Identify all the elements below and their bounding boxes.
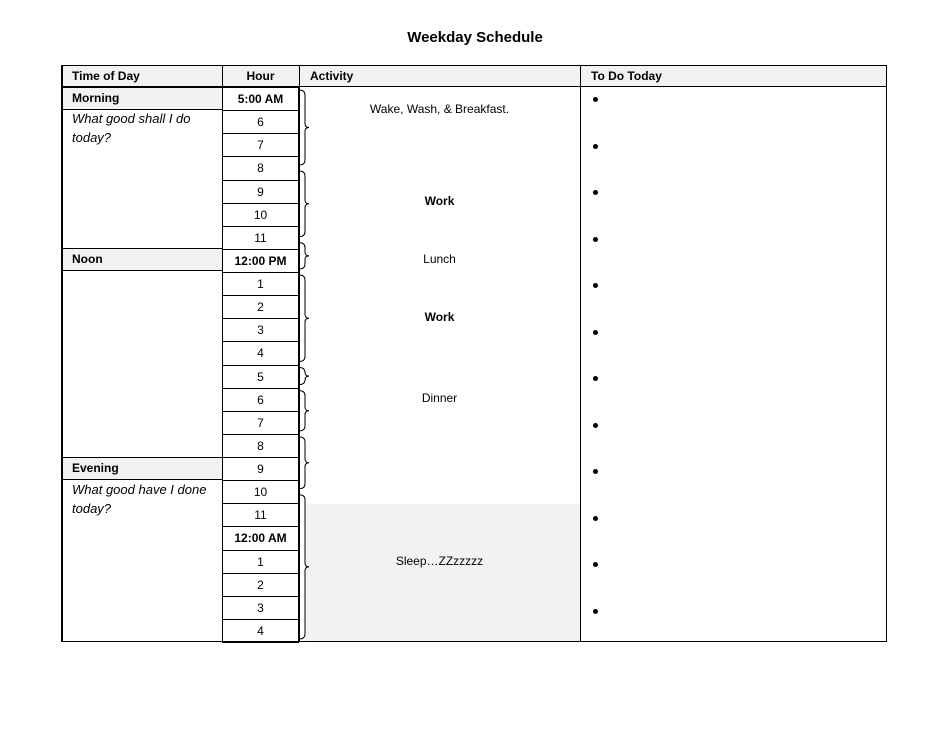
- hour-cell: 12:00 PM: [222, 249, 299, 273]
- activity-dinner: Dinner: [421, 391, 458, 405]
- activity-work-morning: Work: [424, 194, 455, 208]
- hour-cell: 5: [222, 365, 299, 389]
- morning-question: What good shall I do today?: [72, 111, 191, 145]
- hour-cell: 7: [222, 411, 299, 435]
- header-todo: To Do Today: [580, 66, 887, 86]
- hour-cell: 9: [222, 457, 299, 481]
- header-activity: Activity: [299, 66, 580, 86]
- hour-cell: 10: [222, 480, 299, 504]
- hour-cell: 9: [222, 180, 299, 204]
- header-time-of-day: Time of Day: [61, 66, 222, 86]
- table-border: [61, 65, 887, 642]
- hour-cell: 6: [222, 388, 299, 412]
- hour-cell: 3: [222, 596, 299, 620]
- hour-cell: 1: [222, 550, 299, 574]
- hour-cell: 7: [222, 133, 299, 157]
- hour-cell: 2: [222, 295, 299, 319]
- hour-cell: 8: [222, 156, 299, 180]
- evening-question: What good have I done today?: [72, 482, 207, 516]
- activity-sleep: Sleep…ZZzzzzz: [395, 554, 484, 568]
- col-divider: [222, 65, 223, 642]
- hour-cell: 10: [222, 203, 299, 227]
- hour-cell: 11: [222, 226, 299, 250]
- hour-cell: 3: [222, 318, 299, 342]
- page-title: Weekday Schedule: [407, 29, 543, 46]
- header-divider: [61, 86, 887, 87]
- hour-cell: 4: [222, 341, 299, 365]
- activity-work-afternoon: Work: [424, 310, 455, 324]
- hour-cell: 5:00 AM: [222, 87, 299, 111]
- hour-cell: 11: [222, 503, 299, 527]
- col-divider: [299, 65, 300, 642]
- header-hour: Hour: [222, 66, 299, 86]
- period-morning: Morning: [61, 87, 222, 110]
- hour-cell: 8: [222, 434, 299, 458]
- activity-wake: Wake, Wash, & Breakfast.: [369, 102, 510, 116]
- hour-cell: 1: [222, 272, 299, 296]
- period-evening: Evening: [61, 457, 222, 480]
- hour-cell: 4: [222, 619, 299, 643]
- period-noon: Noon: [61, 248, 222, 271]
- hour-cell: 2: [222, 573, 299, 597]
- col-divider: [580, 65, 581, 642]
- activity-lunch: Lunch: [423, 252, 456, 266]
- hour-cell: 6: [222, 110, 299, 134]
- hour-cell: 12:00 AM: [222, 526, 299, 550]
